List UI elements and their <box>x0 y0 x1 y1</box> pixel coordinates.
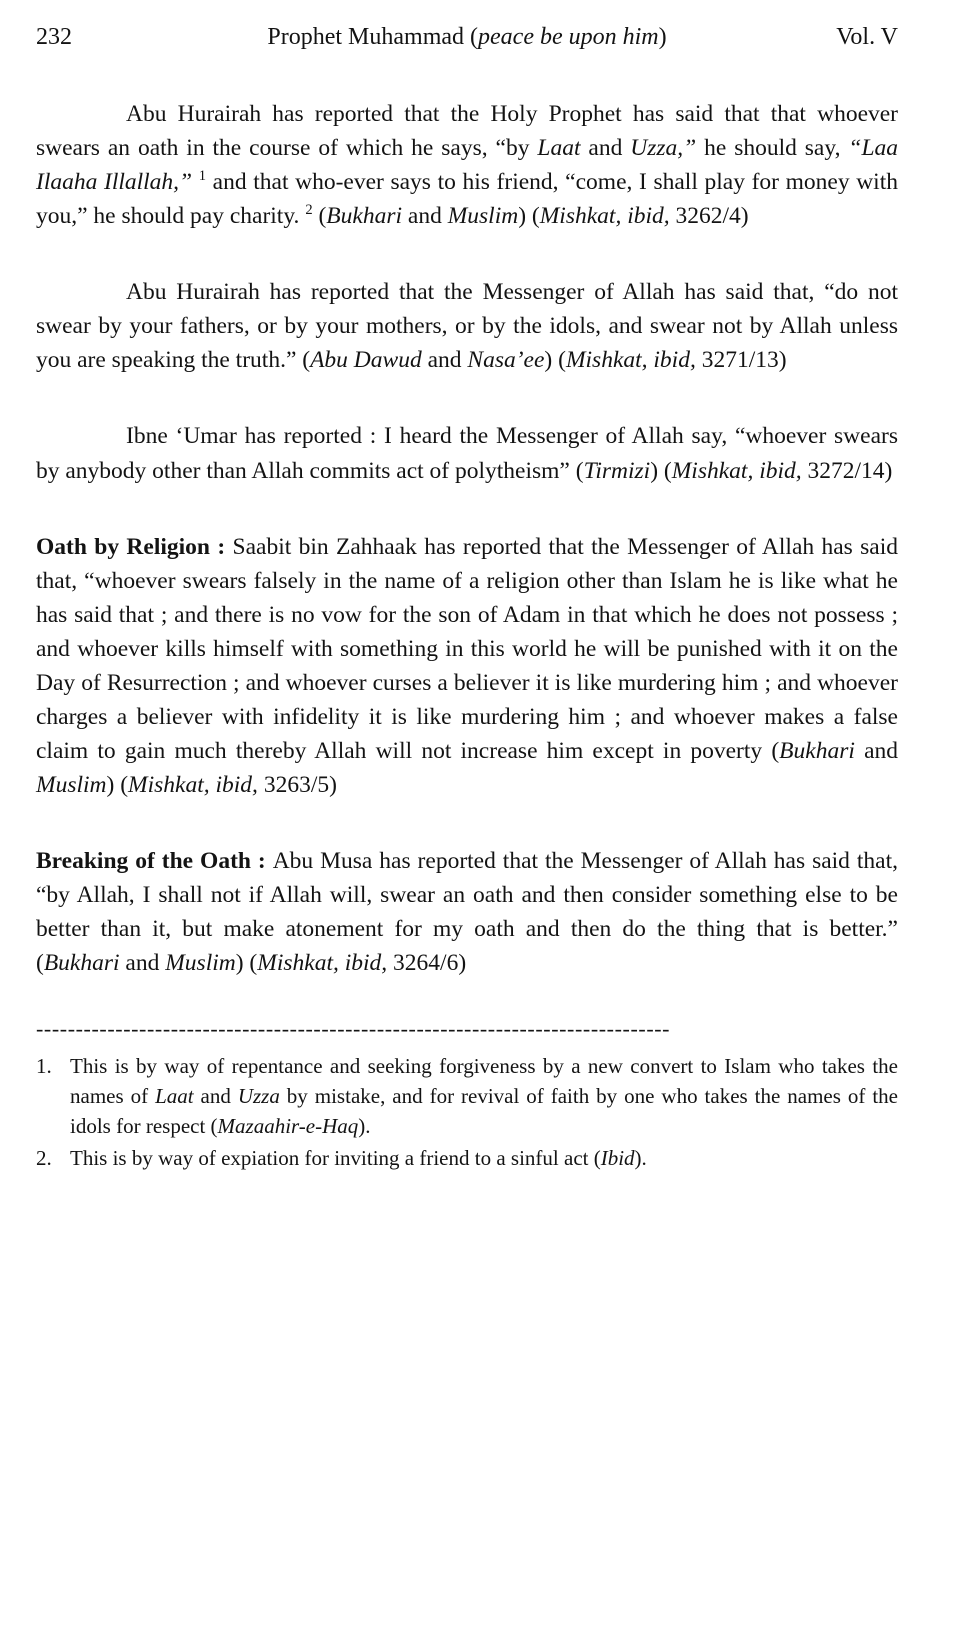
paragraph <box>36 530 898 803</box>
text-segment: This is by way of expiation for inviting a friend to a sinful act ( <box>70 1145 601 1170</box>
text-segment: Laat <box>537 135 581 162</box>
footnote-text <box>70 1144 898 1174</box>
volume-label: Vol. V <box>836 24 898 50</box>
text-segment: ) ( <box>518 203 540 230</box>
text-segment: Mishkat, ibid, <box>128 772 258 798</box>
text-segment: 3272/14) <box>801 457 893 484</box>
text-segment: Muslim <box>447 203 519 230</box>
text-segment: ) ( <box>235 950 258 977</box>
paragraph <box>36 275 898 377</box>
text-segment: Tirmizi <box>583 457 651 484</box>
text-segment: ) ( <box>544 347 566 374</box>
text-segment: Oath by Religion : <box>36 533 233 560</box>
text-segment: 3264/6) <box>387 950 467 977</box>
body-text <box>36 97 898 980</box>
text-segment: 3262/4) <box>669 203 749 230</box>
text-segment: Mishkat, ibid, <box>539 203 670 230</box>
text-segment: and <box>421 347 468 374</box>
text-segment: 3263/5) <box>257 772 337 798</box>
text-segment: Abu Hurairah has reported that the Holy Prophet has said that that whoever swears an oath in the course of which he says, “by <box>36 101 898 162</box>
page-number: 232 <box>36 24 72 50</box>
text-segment: Mazaahir-e-Haq <box>217 1113 359 1138</box>
footnote-text <box>70 1052 898 1141</box>
page-header <box>36 24 898 51</box>
text-segment: 2 <box>305 202 313 219</box>
footnote-number: 1. <box>36 1054 52 1079</box>
text-segment: Bukhari <box>326 203 403 230</box>
text-segment: Prophet Muhammad ( <box>267 24 479 50</box>
text-segment: he should say, <box>696 135 849 162</box>
text-segment: Muslim <box>36 772 107 798</box>
text-segment: This is by way of repentance and seeking forgiveness by a new convert to Islam who takes the names of <box>70 1054 898 1109</box>
text-segment: and <box>119 950 166 977</box>
text-segment: and <box>402 203 448 230</box>
text-segment: Ibid <box>600 1145 635 1170</box>
text-segment: ) ( <box>106 772 129 798</box>
text-segment: Ibne ‘Umar has reported : I heard the Messenger of Allah say, “whoever swears by anybody other than Allah commits act of polytheism” ( <box>36 423 898 484</box>
footnote <box>36 1144 898 1174</box>
text-segment: and that who-ever says to his friend, “come, I shall play for money with you,” he should pay charity. <box>36 169 898 230</box>
text-segment: ( <box>312 203 327 230</box>
text-segment: Abu Dawud <box>310 347 422 374</box>
paragraphs <box>36 97 898 980</box>
text-segment: ). <box>358 1113 371 1138</box>
paragraph <box>36 419 898 487</box>
text-segment: Bukhari <box>779 737 855 764</box>
text-segment: Nasa’ee <box>467 347 545 374</box>
text-segment: Uzza <box>237 1084 280 1109</box>
text-segment: Saabit bin Zahhaak has reported that the Messenger of Allah has said that, “whoever swears falsely in the name of a religion other than Islam he is like what he has said that ; and there is no vow for the son of Adam in that which he does not possess ; and whoever kills himself with something in this world he will be punished with it on the Day of Resurrection ; and whoever curses a believer it is like murdering him ; and whoever charges a believer with infidelity it is like murdering him ; and whoever makes a false claim to gain much thereby Allah will not increase him except in poverty ( <box>36 533 898 764</box>
text-segment: peace be upon him <box>478 24 659 50</box>
paragraph <box>36 97 898 233</box>
text-segment: Muslim <box>165 950 236 977</box>
running-title <box>166 24 768 51</box>
footnotes <box>36 1052 898 1173</box>
text-segment: Mishkat, ibid, <box>671 457 802 484</box>
text-segment: Uzza,” <box>630 135 697 162</box>
text-segment <box>192 169 199 195</box>
text-segment: 3271/13) <box>695 347 787 374</box>
text-segment: Laat <box>155 1084 194 1109</box>
text-segment: and <box>580 135 631 162</box>
text-segment: ) <box>658 24 667 50</box>
text-segment: and <box>854 737 898 764</box>
text-segment: and <box>193 1084 238 1109</box>
text-segment: ). <box>634 1145 647 1170</box>
text-segment: Abu Musa has reported that the Messenger of Allah has said that, “by Allah, I shall not if Allah will, swear an oath and then consider something else to be better than it, but make atonement for my oath and then do the thing that is better.” ( <box>36 848 898 977</box>
text-segment: ) ( <box>650 457 672 484</box>
text-segment: by mistake, and for revival of faith by one who takes the names of the idols for respect ( <box>70 1084 898 1138</box>
text-segment: Mishkat, ibid, <box>257 950 388 977</box>
text-segment: Mishkat, ibid, <box>565 347 696 374</box>
text-segment: Bukhari <box>43 950 120 977</box>
text-segment: “Laa Ilaaha Illallah,” <box>36 135 899 196</box>
text-segment: Breaking of the Oath : <box>36 848 273 875</box>
footnote-number: 2. <box>36 1145 52 1170</box>
text-segment: 1 <box>198 168 207 185</box>
footnote <box>36 1052 898 1141</box>
text-segment: Abu Hurairah has reported that the Messenger of Allah has said that, “do not swear by your fathers, or by your mothers, or by the idols, and swear not by Allah unless you are speaking the truth.” ( <box>36 279 898 374</box>
footnote-separator: -------------------------------------------------------------------------------- <box>36 1016 671 1042</box>
paragraph <box>36 844 898 980</box>
